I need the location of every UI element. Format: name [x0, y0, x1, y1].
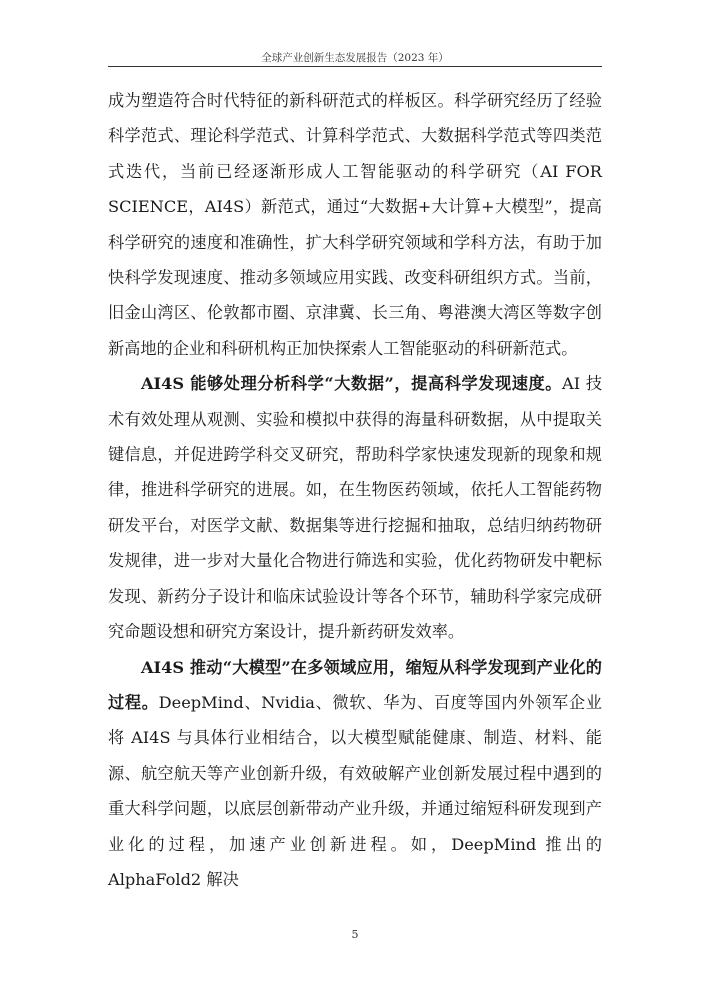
paragraph-continuation [108, 83, 602, 366]
page-number: 5 [351, 928, 359, 941]
paragraph-lead: AI4S 推动“大模型”在多领域应用，缩短从科学发现到产业化的过程。 [108, 657, 602, 712]
paragraph-text: 成为塑造符合时代特征的新科研范式的样板区。科学研究经历了经验科学范式、理论科学范式、计算科学范式、大数据科学范式等四类范式迭代，当前已经逐渐形成人工智能驱动的科学研究（AI FOR SCIENCE，AI4S）新范式，通过“大数据+大计算+大模型”，提高科学研究的速度和准确性，扩大科学研究领域和学科方法，有助于加快科学发现速度、推动多领域应用实践、改变科研组织方式。当前，旧金山湾区、伦敦都市圈、京津冀、长三角、粤港澳大湾区等数字创新高地的企业和科研机构正加快探索人工智能驱动的科研新范式。 [108, 91, 602, 358]
header-divider [108, 66, 602, 67]
paragraph-text: DeepMind、Nvidia、微软、华为、百度等国内外领军企业将 AI4S 与具体行业相结合，以大模型赋能健康、制造、材料、能源、航空航天等产业创新升级，有效破解产业创新发展过程中遇到的重大科学问题，以底层创新带动产业升级，并通过缩短科研发现到产业化的过程，加速产业创新进程。如，DeepMind 推出的 AlphaFold2 解决 [108, 692, 602, 889]
paragraph-ai4s-big-data [108, 366, 602, 649]
paragraph-text: AI 技术有效处理从观测、实验和模拟中获得的海量科研数据，从中提取关键信息，并促进跨学科交叉研究，帮助科学家快速发现新的现象和规律，推进科学研究的进展。如，在生物医药领域，依托人工智能药物研发平台，对医学文献、数据集等进行挖掘和抽取，总结归纳药物研发规律，进一步对大量化合物进行筛选和实验，优化药物研发中靶标发现、新药分子设计和临床试验设计等各个环节，辅助科学家完成研究命题设想和研究方案设计，提升新药研发效率。 [108, 374, 603, 642]
body-text [108, 83, 602, 897]
paragraph-ai4s-big-model [108, 650, 602, 898]
paragraph-lead: AI4S 能够处理分析科学“大数据”，提高科学发现速度。 [141, 374, 563, 394]
running-header: 全球产业创新生态发展报告（2023 年） [261, 52, 449, 64]
